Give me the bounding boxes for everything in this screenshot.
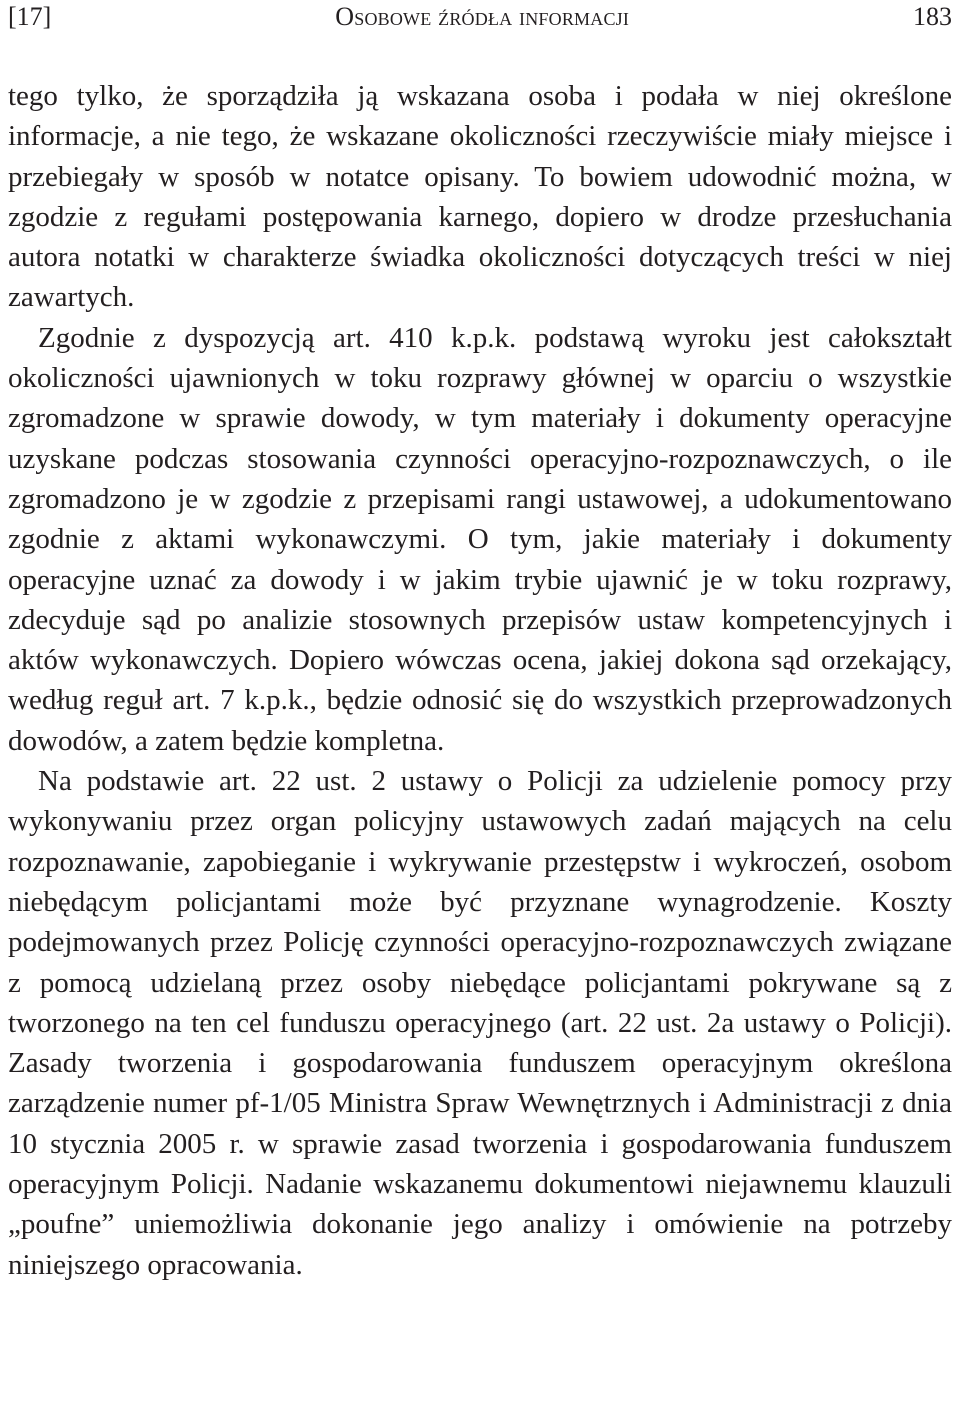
running-header — [8, 0, 952, 34]
paragraph-continued: tego tylko, że sporządziła ją wskazana osoba i podała w niej określone informacje, a nie tego, że wskazane okoliczności rzeczywiście miały miejsce i przebiegały w sposób w notatce opisany. To bowiem udowodnić można, w zgodzie z regułami postępowania karnego, dopiero w drodze przesłuchania autora notatki w charakterze świadka okoliczności dotyczących treści w niej zawartych. — [8, 80, 952, 314]
page-number: 183 — [913, 2, 952, 31]
chapter-number: [17] — [8, 2, 52, 31]
paragraph-art-410: Zgodnie z dyspozycją art. 410 k.p.k. podstawą wyroku jest całokształt okoliczności ujawnionych w toku rozprawy głównej w oparciu o wszystkie zgromadzone w sprawie dowody, w tym materiały i dokumenty operacyjne uzyskane podczas stosowania czynności operacyjno-rozpoznawczych, o ile zgromadzono je w zgodzie z przepisami rangi ustawowej, a udokumentowano zgodnie z aktami wykonawczymi. O tym, jakie materiały i dokumenty operacyjne uznać za dowody i w jakim trybie ujawnić je w toku rozprawy, zdecyduje sąd po analizie stosownych przepisów ustaw kompetencyjnych i aktów wykonawczych. Dopiero wówczas ocena, jakiej dokona sąd orzekający, według reguł art. 7 k.p.k., będzie odnosić się do wszystkich przeprowadzonych dowodów, a zatem będzie kompletna. — [8, 321, 952, 757]
main-text — [8, 76, 952, 1285]
running-title: Osobowe źródła informacji — [335, 2, 630, 31]
paragraph-art-22: Na podstawie art. 22 ust. 2 ustawy o Policji za udzielenie pomocy przy wykonywaniu przez organ policyjny ustawowych zadań mających na celu rozpoznawanie, zapobieganie i wykrywanie przestępstw i wykroczeń, osobom niebędącym policjantami może być przyznane wynagrodzenie. Koszty podejmowanych przez Policję czynności operacyjno-rozpoznawczych związane z pomocą udzielaną przez osoby niebędące policjantami pokrywane są z tworzonego na ten cel funduszu operacyjnego (art. 22 ust. 2a ustawy o Policji). Zasady tworzenia i gospodarowania funduszem operacyjnym określona zarządzenie numer pf-1/05 Ministra Spraw Wewnętrznych i Administracji z dnia 10 stycznia 2005 r. w sprawie zasad tworzenia i gospodarowania funduszem operacyjnym Policji. Nadanie wskazanemu dokumentowi niejawnemu klauzuli „poufne” uniemożliwia dokonanie jego analizy i omówienie na potrzeby niniejszego opracowania. — [8, 765, 952, 1281]
